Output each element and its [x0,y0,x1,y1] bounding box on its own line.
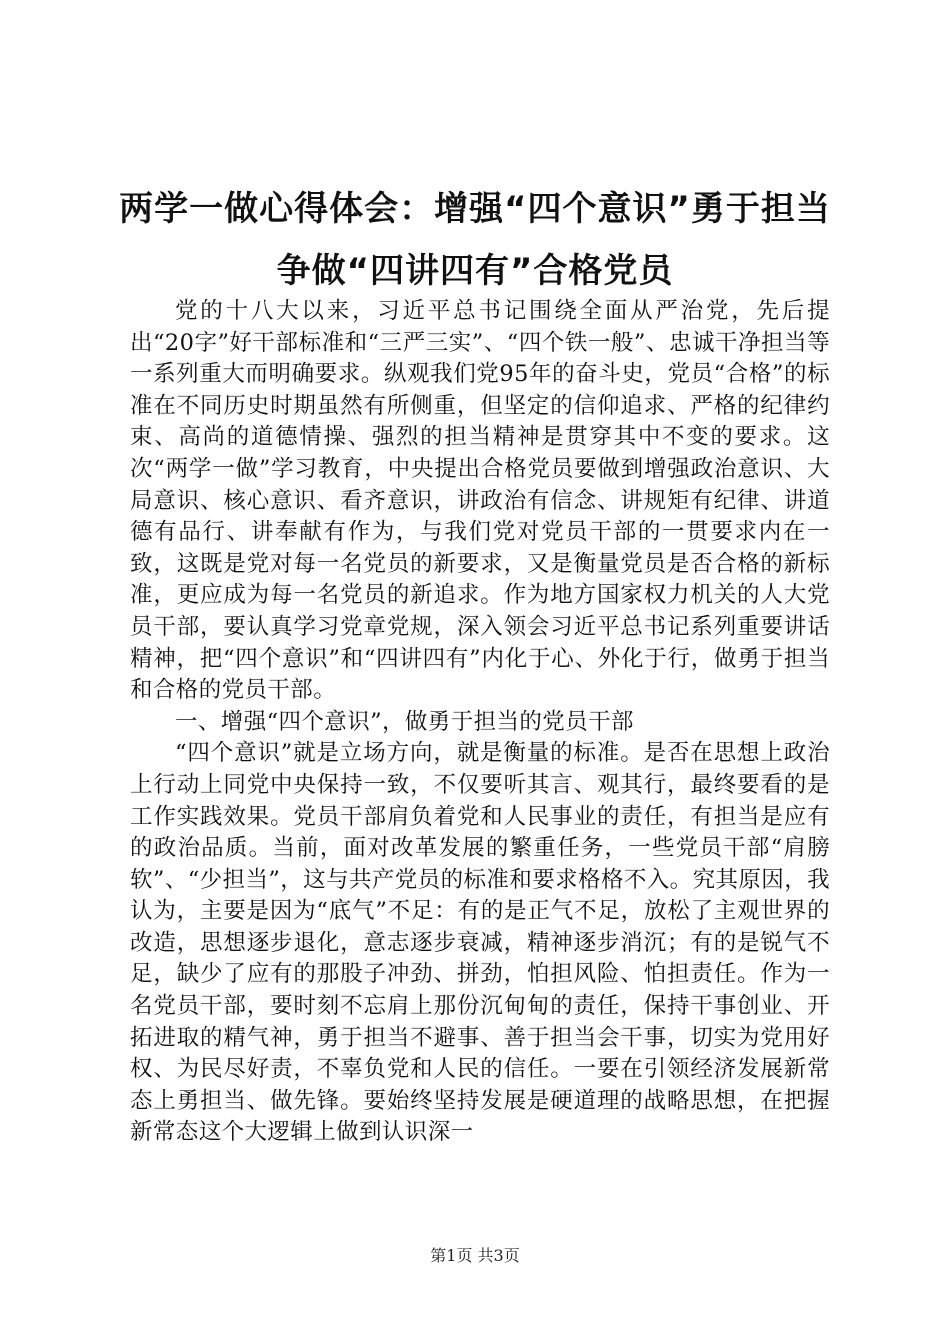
intro-paragraph: 党的十八大以来，习近平总书记围绕全面从严治党，先后提出“20字”好干部标准和“三严三实”、“四个铁一般”、忠诚干净担当等一系列重大而明确要求。纵观我们党95年的奋斗史，党员“合格”的标准在不同历史时期虽然有所侧重，但坚定的信仰追求、严格的纪律约束、高尚的道德情操、强烈的担当精神是贯穿其中不变的要求。这次“两学一做”学习教育，中央提出合格党员要做到增强政治意识、大局意识、核心意识、看齐意识，讲政治有信念、讲规矩有纪律、讲道德有品行、讲奉献有作为，与我们党对党员干部的一贯要求内在一致，这既是党对每一名党员的新要求，又是衡量党员是否合格的新标准，更应成为每一名党员的新追求。作为地方国家权力机关的人大党员干部，要认真学习党章党规，深入领会习近平总书记系列重要讲话精神，把“四个意识”和“四讲四有”内化于心、外化于行，做勇于担当和合格的党员干部。 [130,298,830,704]
section-heading: 一、增强“四个意识”，做勇于担当的党员干部 [175,708,634,735]
document-title: 两学一做心得体会：增强“四个意识”勇于担当争做“四讲四有”合格党员 [119,189,831,291]
page-footer: 第1页 共3页 [430,1246,520,1265]
document-body [130,296,830,1149]
section-paragraph: “四个意识”就是立场方向，就是衡量的标准。是否在思想上政治上行动上同党中央保持一致，不仅要听其言、观其行，最终要看的是工作实践效果。党员干部肩负着党和人民事业的责任，有担当是应有的政治品质。当前，面对改革发展的繁重任务，一些党员干部“肩膀软”、“少担当”，这与共产党员的标准和要求格格不入。究其原因，我认为，主要是因为“底气”不足：有的是正气不足，放松了主观世界的改造，思想逐步退化，意志逐步衰减，精神逐步消沉；有的是锐气不足，缺少了应有的那股子冲劲、拼劲，怕担风险、怕担责任。作为一名党员干部，要时刻不忘肩上那份沉甸甸的责任，保持干事创业、开拓进取的精气神，勇于担当不避事、善于担当会干事，切实为党用好权、为民尽好责，不辜负党和人民的信任。一要在引领经济发展新常态上勇担当、做先锋。要始终坚持发展是硬道理的战略思想，在把握新常态这个大逻辑上做到认识深一 [130,740,830,1146]
